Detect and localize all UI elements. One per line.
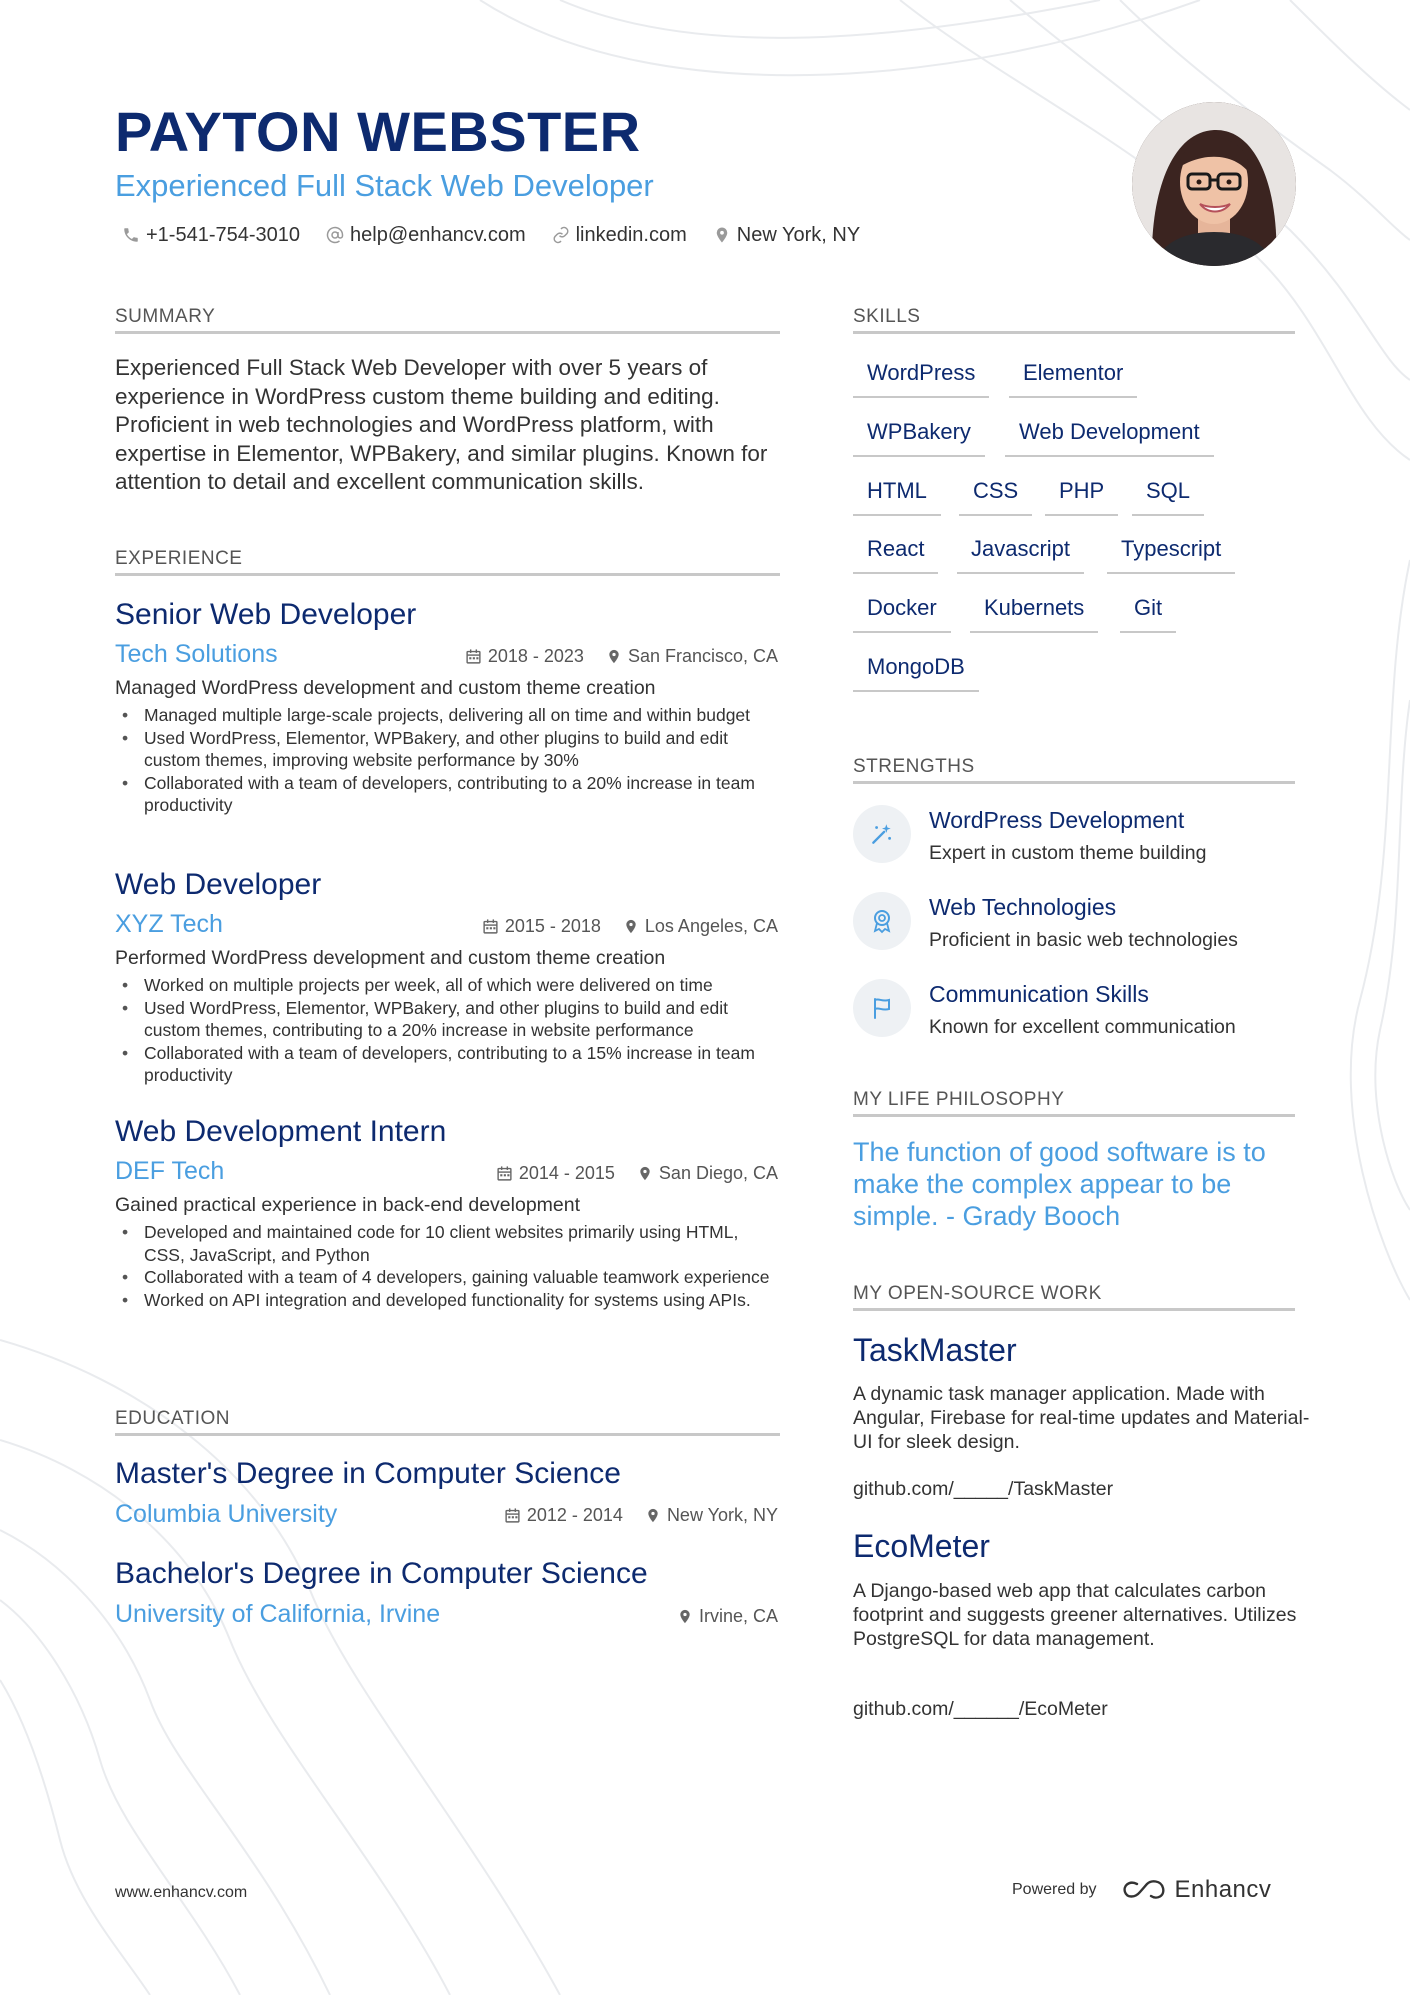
list-item: • Developed and maintained code for 10 client websites primarily using HTML, CSS, JavaScript, and Python bbox=[122, 1221, 782, 1266]
education-location-text: Irvine, CA bbox=[698, 1606, 778, 1626]
skill-tag: PHP bbox=[1045, 472, 1118, 516]
job-bullets bbox=[122, 704, 782, 817]
project-link[interactable]: github.com/______/EcoMeter bbox=[853, 1698, 1108, 1720]
education-section-title: EDUCATION bbox=[115, 1408, 230, 1429]
skills-section-title: SKILLS bbox=[853, 306, 921, 327]
job-description: Managed WordPress development and custom theme creation bbox=[115, 677, 656, 699]
candidate-name: PAYTON WEBSTER bbox=[115, 100, 641, 163]
list-item: • Worked on API integration and developed functionality for systems using APIs. bbox=[122, 1289, 782, 1312]
phone-icon bbox=[122, 226, 140, 244]
job-location-text: San Diego, CA bbox=[658, 1163, 778, 1183]
job-dates-text: 2015 - 2018 bbox=[504, 916, 601, 936]
footer-branding bbox=[1012, 1876, 1271, 1904]
job-bullets bbox=[122, 974, 782, 1087]
contact-info bbox=[122, 222, 860, 248]
skill-tag: Web Development bbox=[1005, 413, 1214, 457]
skill-tag: WordPress bbox=[853, 354, 989, 398]
at-sign-icon bbox=[326, 226, 344, 244]
list-item: • Worked on multiple projects per week, all of which were delivered on time bbox=[122, 974, 782, 997]
enhancv-logo-icon bbox=[1121, 1878, 1167, 1902]
project-link[interactable]: github.com/_____/TaskMaster bbox=[853, 1478, 1114, 1500]
location-pin-icon bbox=[713, 226, 731, 244]
location-pin-icon bbox=[645, 1507, 661, 1524]
skill-tag: Kubernets bbox=[970, 589, 1098, 633]
candidate-headline: Experienced Full Stack Web Developer bbox=[115, 168, 654, 203]
experience-section-title: EXPERIENCE bbox=[115, 548, 243, 569]
skill-tag: WPBakery bbox=[853, 413, 985, 457]
experience-divider bbox=[115, 573, 780, 576]
profile-photo bbox=[1132, 102, 1296, 266]
job-title: Web Developer bbox=[115, 868, 322, 901]
skill-tag: React bbox=[853, 530, 938, 574]
list-item: • Used WordPress, Elementor, WPBakery, and other plugins to build and edit custom themes, contributing to a 20% increase in website performance bbox=[122, 997, 782, 1042]
brand-logo[interactable] bbox=[1121, 1876, 1272, 1904]
skill-tag: Elementor bbox=[1009, 354, 1137, 398]
skill-tag: CSS bbox=[959, 472, 1032, 516]
philosophy-quote: The function of good software is to make the complex appear to be simple. - Grady Booch bbox=[853, 1137, 1266, 1231]
contact-phone[interactable] bbox=[122, 222, 300, 248]
job-meta bbox=[482, 914, 778, 938]
project-name: EcoMeter bbox=[853, 1528, 990, 1564]
education-dates bbox=[504, 1503, 623, 1527]
opensource-section-title: MY OPEN-SOURCE WORK bbox=[853, 1283, 1102, 1304]
job-dates bbox=[496, 1161, 615, 1185]
project-description: A dynamic task manager application. Made with Angular, Firebase for real-time updates and Material-UI for sleek design. bbox=[853, 1383, 1310, 1453]
location-pin-icon bbox=[606, 648, 622, 665]
skill-tag: MongoDB bbox=[853, 648, 979, 692]
strength-icon-badge bbox=[853, 805, 911, 863]
skill-tag: Javascript bbox=[957, 530, 1084, 574]
strength-title: Web Technologies bbox=[929, 894, 1117, 920]
strengths-section-title: STRENGTHS bbox=[853, 756, 975, 777]
list-item: • Managed multiple large-scale projects, delivering all on time and within budget bbox=[122, 704, 782, 727]
job-description: Gained practical experience in back-end development bbox=[115, 1194, 581, 1216]
job-location bbox=[606, 644, 778, 668]
job-description: Performed WordPress development and custom theme creation bbox=[115, 947, 666, 969]
strength-description: Proficient in basic web technologies bbox=[929, 929, 1238, 951]
education-school: Columbia University bbox=[115, 1500, 338, 1528]
calendar-icon bbox=[496, 1165, 513, 1182]
education-divider bbox=[115, 1433, 780, 1436]
contact-location bbox=[713, 222, 860, 248]
job-dates bbox=[482, 914, 601, 938]
skill-tag: Docker bbox=[853, 589, 951, 633]
strength-title: WordPress Development bbox=[929, 807, 1185, 833]
education-dates-text: 2012 - 2014 bbox=[526, 1505, 623, 1525]
contact-linkedin[interactable] bbox=[552, 222, 687, 248]
project-name: TaskMaster bbox=[853, 1332, 1017, 1368]
skill-tag: SQL bbox=[1132, 472, 1204, 516]
education-school: University of California, Irvine bbox=[115, 1600, 441, 1628]
calendar-icon bbox=[482, 918, 499, 935]
strengths-divider bbox=[853, 781, 1295, 784]
summary-divider bbox=[115, 331, 780, 334]
list-item: • Collaborated with a team of developers, contributing to a 15% increase in team productivity bbox=[122, 1042, 782, 1087]
location-pin-icon bbox=[623, 918, 639, 935]
calendar-icon bbox=[465, 648, 482, 665]
location-pin-icon bbox=[677, 1608, 693, 1625]
summary-text: Experienced Full Stack Web Developer with over 5 years of experience in WordPress custom theme building and editing. Proficient in web technologies and WordPress platform, with expertise in Elementor, WPBakery, and similar plugins. Known for attention to detail and excellent communication skills. bbox=[115, 355, 768, 494]
job-title: Senior Web Developer bbox=[115, 598, 417, 631]
job-company: XYZ Tech bbox=[115, 910, 223, 938]
strength-icon-badge bbox=[853, 892, 911, 950]
powered-by-label: Powered by bbox=[1012, 1881, 1097, 1898]
philosophy-section-title: MY LIFE PHILOSOPHY bbox=[853, 1089, 1065, 1110]
location-pin-icon bbox=[637, 1165, 653, 1182]
education-location bbox=[677, 1604, 778, 1628]
skill-tag: HTML bbox=[853, 472, 941, 516]
list-item: • Collaborated with a team of developers, contributing to a 20% increase in team productivity bbox=[122, 772, 782, 817]
education-location-text: New York, NY bbox=[666, 1505, 778, 1525]
contact-email[interactable] bbox=[326, 222, 526, 248]
linkedin-text: linkedin.com bbox=[575, 224, 687, 246]
project-description: A Django-based web app that calculates carbon footprint and suggests greener alternatives. Utilizes PostgreSQL for data management. bbox=[853, 1580, 1297, 1650]
job-dates bbox=[465, 644, 584, 668]
education-meta bbox=[504, 1503, 778, 1527]
job-location-text: Los Angeles, CA bbox=[644, 916, 778, 936]
philosophy-divider bbox=[853, 1114, 1295, 1117]
location-text: New York, NY bbox=[736, 224, 861, 246]
job-company: Tech Solutions bbox=[115, 640, 278, 668]
job-dates-text: 2018 - 2023 bbox=[487, 646, 584, 666]
calendar-icon bbox=[504, 1507, 521, 1524]
education-meta bbox=[677, 1604, 778, 1628]
skill-tag: Typescript bbox=[1107, 530, 1235, 574]
job-bullets bbox=[122, 1221, 782, 1311]
job-meta bbox=[465, 644, 778, 668]
avatar-illustration bbox=[1132, 102, 1296, 266]
job-location-text: San Francisco, CA bbox=[627, 646, 778, 666]
education-location bbox=[645, 1503, 778, 1527]
education-degree: Master's Degree in Computer Science bbox=[115, 1457, 621, 1490]
job-location bbox=[623, 914, 778, 938]
footer-website[interactable]: www.enhancv.com bbox=[115, 1884, 248, 1901]
strength-description: Known for excellent communication bbox=[929, 1016, 1236, 1038]
magic-wand-icon bbox=[869, 821, 895, 847]
skills-divider bbox=[853, 331, 1295, 334]
job-title: Web Development Intern bbox=[115, 1115, 447, 1148]
email-text: help@enhancv.com bbox=[350, 224, 526, 246]
strength-description: Expert in custom theme building bbox=[929, 842, 1207, 864]
strength-icon-badge bbox=[853, 979, 911, 1037]
link-icon bbox=[552, 226, 570, 244]
job-dates-text: 2014 - 2015 bbox=[518, 1163, 615, 1183]
list-item: • Collaborated with a team of 4 developers, gaining valuable teamwork experience bbox=[122, 1266, 782, 1289]
brand-name: Enhancv bbox=[1174, 1876, 1272, 1903]
job-location bbox=[637, 1161, 778, 1185]
phone-text: +1-541-754-3010 bbox=[146, 224, 301, 246]
opensource-divider bbox=[853, 1308, 1295, 1311]
summary-section-title: SUMMARY bbox=[115, 306, 216, 327]
list-item: • Used WordPress, Elementor, WPBakery, and other plugins to build and edit custom themes, improving website performance by 30% bbox=[122, 727, 782, 772]
job-company: DEF Tech bbox=[115, 1157, 225, 1185]
education-degree: Bachelor's Degree in Computer Science bbox=[115, 1557, 648, 1590]
strength-title: Communication Skills bbox=[929, 981, 1149, 1007]
job-meta bbox=[496, 1161, 778, 1185]
award-icon bbox=[870, 908, 894, 934]
flag-icon bbox=[870, 996, 894, 1020]
skill-tag: Git bbox=[1120, 589, 1176, 633]
